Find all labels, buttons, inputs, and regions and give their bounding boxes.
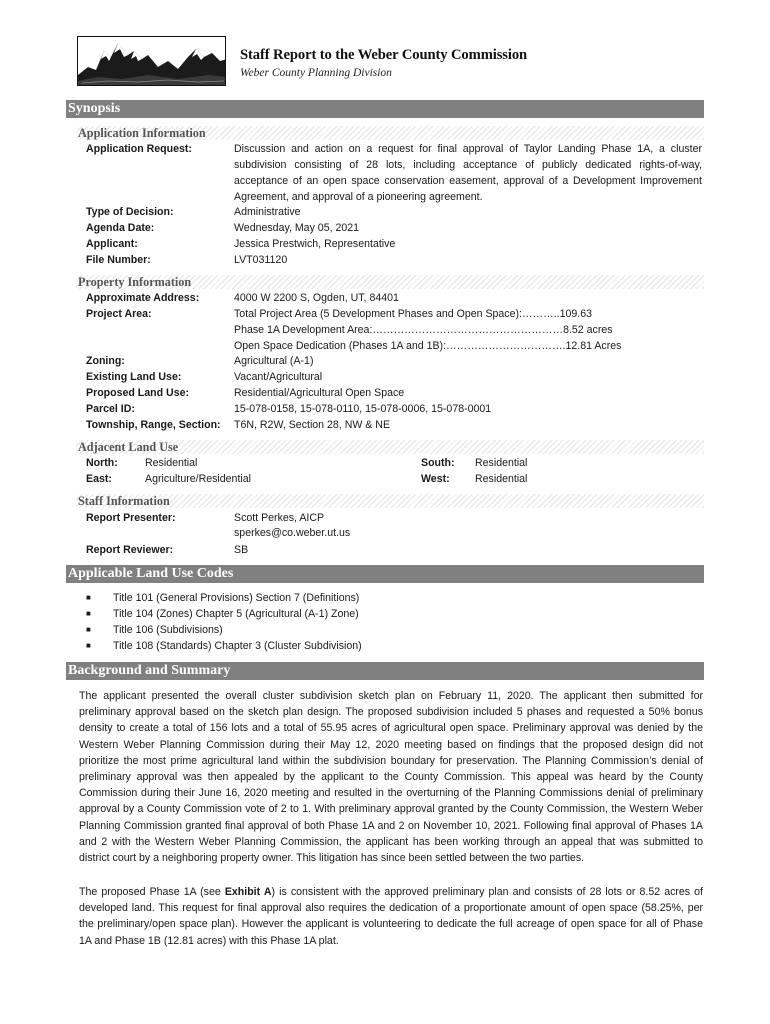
- applicant-label: Applicant:: [86, 238, 138, 250]
- project-area-phase1a: Phase 1A Development Area:………………………………………………8.52 acres: [234, 324, 613, 336]
- proposed-land-use-label: Proposed Land Use:: [86, 387, 190, 399]
- existing-land-use-value: Vacant/Agricultural: [234, 371, 323, 383]
- report-presenter-name: Scott Perkes, AICP: [234, 512, 325, 524]
- background-paragraph-1: The applicant presented the overall cluster subdivision sketch plan on February 11, 2020. The applicant then submitted for preliminary approval based on the sketch plan design. The proposed subdivision included 5 phases and requested a 50% bonus density to create a total of 156 lots and a total of 55.95 acres of agricultural open space. Preliminary approval was denied by the Western Weber Planning Commission during their May 12, 2020 meeting based on findings that the proposed design did not prioritize the most prime agricultural land within the subdivision boundary for preservation. The Planning Commission’s denial of preliminary approval was then appealed by the applicant to the County Commission. This appeal was heard by the County Commission during their June 16, 2020 meeting and resulted in the overturning of the Planning Commissions denial of preliminary approval by a County Commission vote of 2 to 1. With preliminary approval granted by the County Commission, the Western Weber Planning Commission granted final approval of both Phase 1A and 2 on November 10, 2021. Following final approval of Phases 1A and 2 with the Western Weber Planning Commission, the applicant has been working through an appeal that was submitted to district court by a neighboring property owner. This litigation has since been settled between the two parties.: [79, 690, 703, 865]
- background-summary-section-header: Background and Summary: [66, 662, 704, 680]
- staff-information-header: Staff Information: [76, 494, 704, 508]
- report-presenter-label: Report Presenter:: [86, 512, 176, 524]
- paragraph-2-text-b: ) is consistent with the approved preliminary plan and consists of 28 lots or 8.52 acres of developed land. This request for final approval also requires the dedication of a proportionate amount of open space (58.25%, per the preliminary/open space plan). However the applicant is volunteering to dedicate the full acreage of open space for all of Phase 1A and Phase 1B (12.81 acres) with this Phase 1A plat.: [79, 886, 704, 947]
- land-use-code-text: Title 101 (General Provisions) Section 7 (Definitions): [113, 592, 360, 604]
- project-area-total: Total Project Area (5 Development Phases and Open Space):………..109.63: [234, 308, 593, 320]
- agenda-date-value: Wednesday, May 05, 2021: [234, 222, 360, 234]
- east-label: East:: [86, 473, 112, 485]
- bullet-icon: ■: [86, 641, 91, 650]
- type-of-decision-value: Administrative: [234, 206, 301, 218]
- weber-county-mountain-logo: [77, 36, 226, 86]
- report-presenter-email[interactable]: sperkes@co.weber.ut.us: [234, 527, 351, 539]
- west-label: West:: [421, 473, 450, 485]
- land-use-code-text: Title 108 (Standards) Chapter 3 (Cluster Subdivision): [113, 640, 362, 652]
- file-number-value: LVT031120: [234, 254, 288, 266]
- land-use-code-item: [86, 606, 362, 622]
- proposed-land-use-value: Residential/Agricultural Open Space: [234, 387, 405, 399]
- north-label: North:: [86, 457, 118, 469]
- existing-land-use-label: Existing Land Use:: [86, 371, 182, 383]
- file-number-label: File Number:: [86, 254, 151, 266]
- land-use-code-text: Title 106 (Subdivisions): [113, 624, 223, 636]
- bullet-icon: ■: [86, 593, 91, 602]
- synopsis-section-header: Synopsis: [66, 100, 704, 118]
- land-use-codes-list: [86, 590, 362, 654]
- zoning-label: Zoning:: [86, 355, 125, 367]
- applicant-value: Jessica Prestwich, Representative: [234, 238, 396, 250]
- application-information-header: Application Information: [76, 126, 704, 140]
- north-value: Residential: [145, 457, 198, 469]
- report-reviewer-label: Report Reviewer:: [86, 544, 174, 556]
- type-of-decision-label: Type of Decision:: [86, 206, 174, 218]
- property-information-header: Property Information: [76, 275, 704, 289]
- report-title: Staff Report to the Weber County Commission: [240, 47, 528, 63]
- background-paragraph-2: [79, 884, 703, 949]
- east-value: Agriculture/Residential: [145, 473, 251, 485]
- land-use-code-item: [86, 622, 362, 638]
- land-use-code-item: [86, 590, 362, 606]
- land-use-code-text: Title 104 (Zones) Chapter 5 (Agricultural (A-1) Zone): [113, 608, 359, 620]
- land-use-code-item: [86, 638, 362, 654]
- west-value: Residential: [475, 473, 528, 485]
- bullet-icon: ■: [86, 625, 91, 634]
- township-range-section-value: T6N, R2W, Section 28, NW & NE: [234, 419, 391, 431]
- zoning-value: Agricultural (A-1): [234, 355, 314, 367]
- agenda-date-label: Agenda Date:: [86, 222, 155, 234]
- adjacent-land-use-header: Adjacent Land Use: [76, 440, 704, 454]
- south-value: Residential: [475, 457, 528, 469]
- paragraph-2-text-a: The proposed Phase 1A (see: [79, 886, 225, 898]
- application-request-text: Discussion and action on a request for final approval of Taylor Landing Phase 1A, a cluster subdivision consisting of 28 lots, including acceptance of publicly dedicated rights-of-way, acceptance of an open space conservation easement, approval of a Development Improvement Agreement, and approval of a pioneering agreement.: [234, 143, 702, 203]
- south-label: South:: [421, 457, 455, 469]
- approximate-address-label: Approximate Address:: [86, 292, 200, 304]
- township-range-section-label: Township, Range, Section:: [86, 419, 221, 431]
- land-use-codes-section-header: Applicable Land Use Codes: [66, 565, 704, 583]
- exhibit-a-reference: Exhibit A: [224, 886, 272, 898]
- report-reviewer-value: SB: [234, 544, 249, 556]
- project-area-open-space: Open Space Dedication (Phases 1A and 1B):…………………………….12.81 Acres: [234, 340, 622, 352]
- bullet-icon: ■: [86, 609, 91, 618]
- approximate-address-value: 4000 W 2200 S, Ogden, UT, 84401: [234, 292, 399, 304]
- parcel-id-label: Parcel ID:: [86, 403, 135, 415]
- report-subtitle: Weber County Planning Division: [240, 67, 392, 79]
- application-request-label: Application Request:: [86, 143, 192, 155]
- project-area-label: Project Area:: [86, 308, 152, 320]
- parcel-id-value: 15-078-0158, 15-078-0110, 15-078-0006, 15-078-0001: [234, 403, 492, 415]
